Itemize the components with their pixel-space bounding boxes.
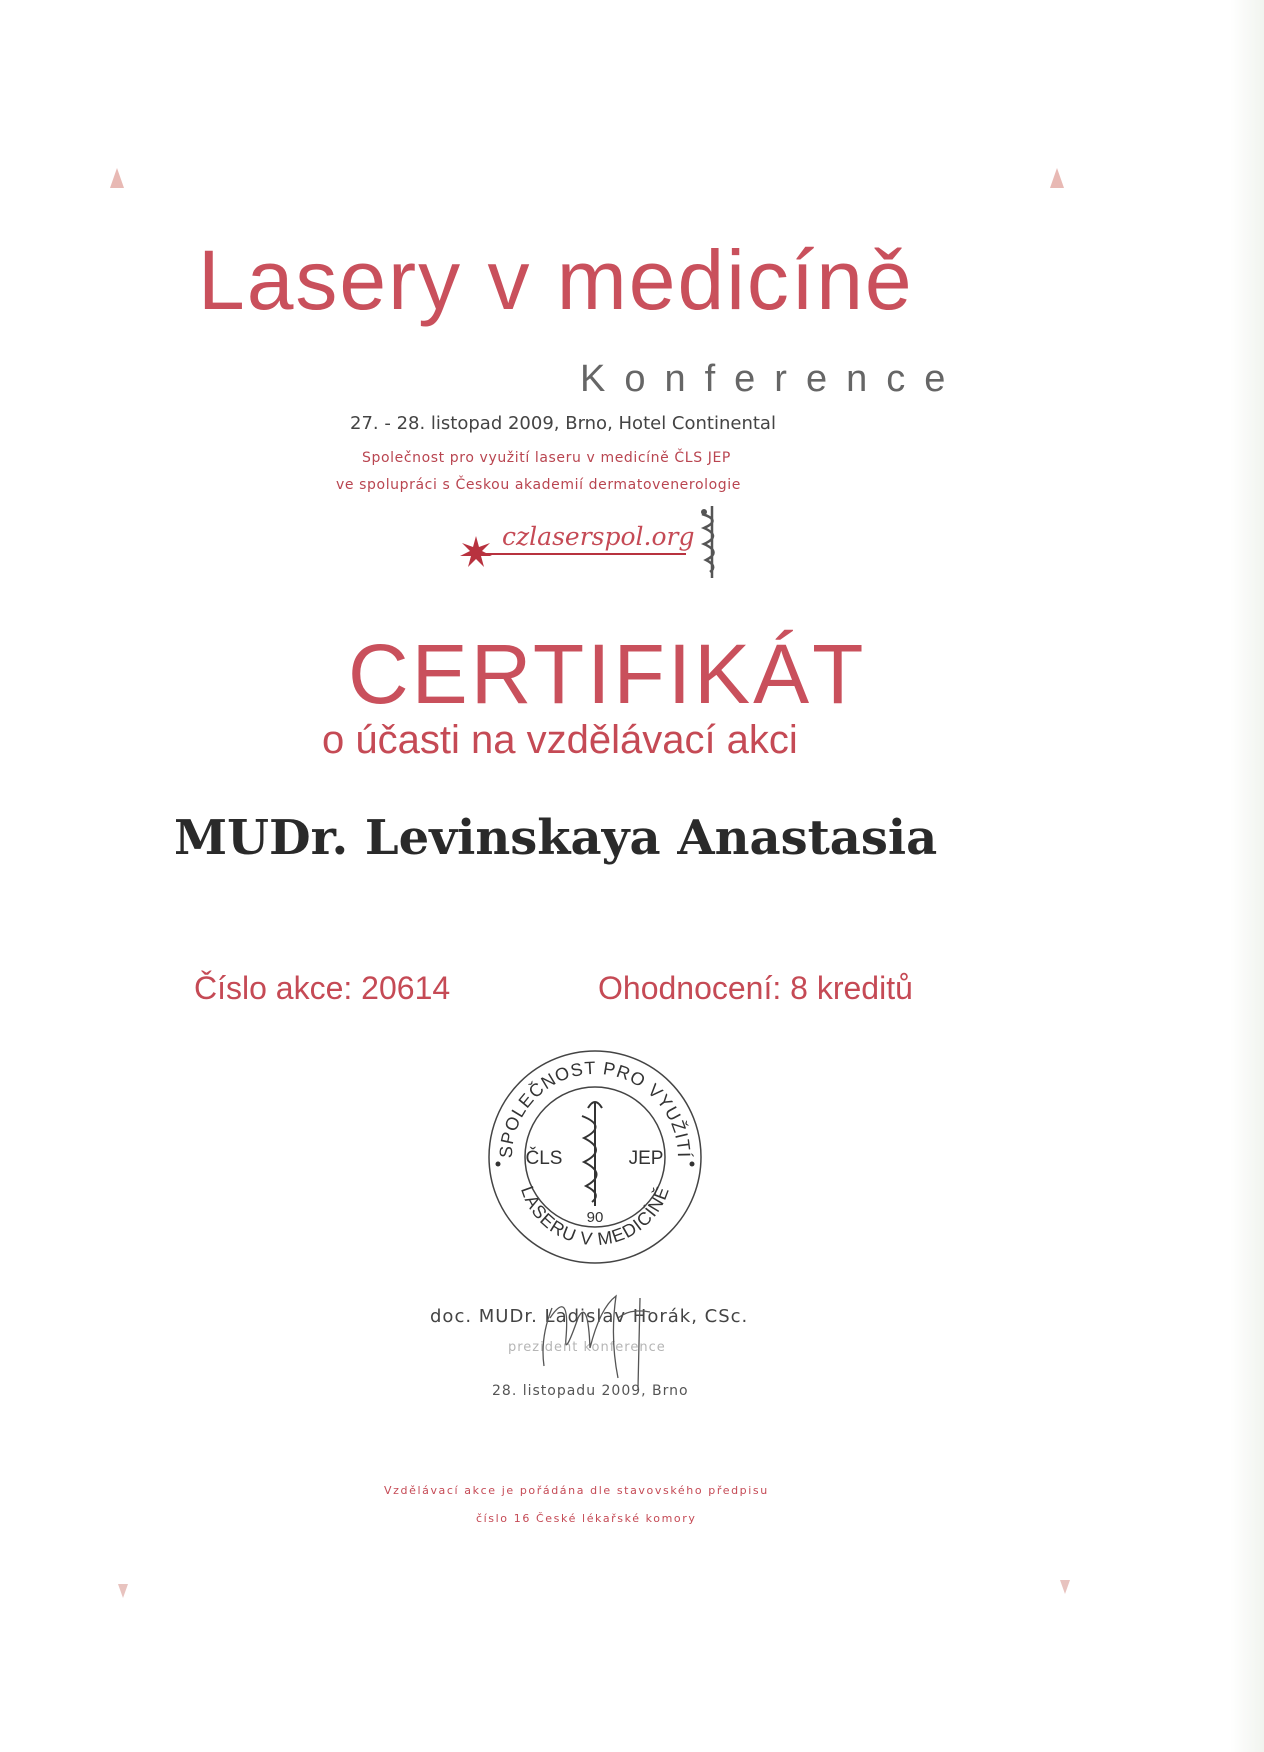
recipient-name: MUDr. Levinskaya Anastasia xyxy=(174,810,938,866)
website-text: czlaserspol.org xyxy=(502,522,695,551)
scan-edge-shade xyxy=(1230,0,1264,1752)
certificate-title: CERTIFIKÁT xyxy=(348,627,867,721)
stamp-ring-text-top: SPOLEČNOST PRO VYUŽITÍ xyxy=(495,1057,695,1159)
signature-date: 28. listopadu 2009, Brno xyxy=(492,1383,689,1399)
corner-mark-bottom-left xyxy=(118,1584,128,1598)
conference-title: Lasery v medicíně xyxy=(198,233,914,327)
stamp-right-text: JEP xyxy=(628,1148,664,1169)
certificate-subtitle: o účasti na vzdělávací akci xyxy=(322,718,798,762)
stamp-left-text: ČLS xyxy=(525,1148,563,1169)
caduceus-icon xyxy=(582,1102,602,1206)
society-stamp xyxy=(484,1046,706,1268)
organizer-line-1: Společnost pro využití laseru v medicíně ČLS JEP xyxy=(362,450,731,466)
organizer-line-2: ve spolupráci s Českou akademií dermatovenerologie xyxy=(336,477,741,493)
conference-dates-location: 27. - 28. listopad 2009, Brno, Hotel Continental xyxy=(350,413,776,434)
stamp-number: 90 xyxy=(586,1209,604,1226)
footer-line-2: číslo 16 České lékařské komory xyxy=(476,1512,697,1525)
caduceus-icon xyxy=(692,502,732,582)
signer-role: prezident konference xyxy=(508,1340,666,1355)
credit-rating: Ohodnocení: 8 kreditů xyxy=(598,970,913,1006)
signer-name: doc. MUDr. Ladislav Horák, CSc. xyxy=(430,1306,749,1327)
corner-mark-bottom-right xyxy=(1060,1580,1070,1594)
conference-subtitle: Konference xyxy=(580,358,965,400)
event-number: Číslo akce: 20614 xyxy=(194,970,451,1006)
website-logo xyxy=(446,502,746,582)
corner-mark-top-left xyxy=(110,168,124,188)
stamp-ring-text-bottom: LASERU V MEDICÍNĚ xyxy=(516,1183,674,1250)
corner-mark-top-right xyxy=(1050,168,1064,188)
footer-line-1: Vzdělávací akce je pořádána dle stavovského předpisu xyxy=(384,1484,769,1497)
